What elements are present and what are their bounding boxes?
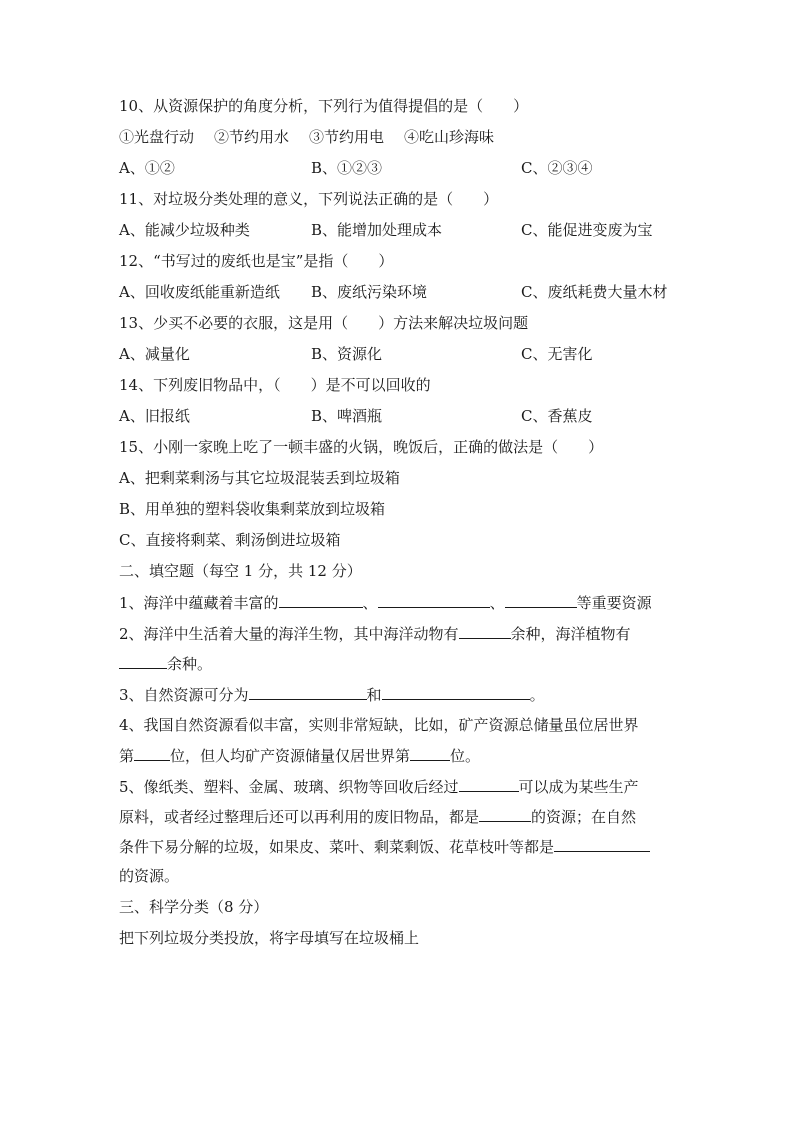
fill-5-cont-2 — [119, 836, 679, 856]
q11-option-a[interactable]: A、能减少垃圾种类 — [119, 221, 250, 239]
fill-5-text: 条件下易分解的垃圾，如果皮、菜叶、剩菜剩饭、花草枝叶等都是 — [119, 838, 555, 856]
fill-1-blank-2[interactable] — [378, 592, 490, 608]
q11-option-b[interactable]: B、能增加处理成本 — [311, 221, 443, 239]
fill-1-tail: 等重要资源 — [576, 594, 652, 612]
q13-option-b[interactable]: B、资源化 — [311, 345, 383, 363]
fill-4: 4、我国自然资源看似丰富，实则非常短缺，比如，矿产资源总储量虽位居世界 — [119, 716, 639, 734]
q15-option-a[interactable]: A、把剩菜剩汤与其它垃圾混装丢到垃圾箱 — [119, 469, 400, 487]
fill-2-text: 余种，海洋植物有 — [510, 625, 631, 643]
fill-2-blank-1[interactable] — [459, 623, 511, 639]
fill-1-sep: 、 — [489, 594, 505, 612]
q13-stem: 13、少买不必要的衣服，这是用（ ）方法来解决垃圾问题 — [119, 314, 529, 332]
q14-options — [119, 406, 679, 426]
q11-options — [119, 220, 679, 240]
fill-2-text: 2、海洋中生活着大量的海洋生物，其中海洋动物有 — [119, 625, 459, 643]
q14-option-a[interactable]: A、旧报纸 — [119, 407, 190, 425]
q10-items — [119, 127, 679, 147]
q11-stem: 11、对垃圾分类处理的意义，下列说法正确的是（ ） — [119, 190, 499, 208]
section3-title: 三、科学分类（8 分） — [119, 898, 269, 916]
q11-option-c[interactable]: C、能促进变废为宝 — [521, 221, 653, 239]
q10-options — [119, 158, 679, 178]
fill-4-cont — [119, 745, 679, 765]
fill-5 — [119, 776, 679, 796]
q13-option-c[interactable]: C、无害化 — [521, 345, 593, 363]
q15-option-c[interactable]: C、直接将剩菜、剩汤倒进垃圾箱 — [119, 531, 341, 549]
fill-4-text: 位，但人均矿产资源储量仅居世界第 — [170, 747, 411, 765]
fill-5-cont-3: 的资源。 — [119, 867, 180, 885]
fill-3-blank-1[interactable] — [249, 684, 367, 700]
q10-stem: 10、从资源保护的角度分析，下列行为值得提倡的是（ ） — [119, 97, 529, 115]
fill-3-blank-2[interactable] — [382, 684, 530, 700]
fill-4-text: 第 — [119, 747, 135, 765]
exam-page — [119, 96, 679, 959]
fill-2 — [119, 623, 679, 643]
q10-item: ②节约用水 — [214, 128, 290, 146]
fill-1 — [119, 592, 679, 612]
section2-title: 二、填空题（每空 1 分，共 12 分） — [119, 562, 362, 580]
q12-stem: 12、“书写过的废纸也是宝”是指（ ） — [119, 252, 394, 270]
fill-1-blank-1[interactable] — [279, 592, 363, 608]
fill-5-cont-1 — [119, 806, 679, 826]
q10-item: ①光盘行动 — [119, 128, 195, 146]
fill-5-blank-3[interactable] — [554, 836, 650, 852]
q10-option-a[interactable]: A、①② — [119, 159, 175, 177]
q10-option-b[interactable]: B、①②③ — [311, 159, 383, 177]
fill-3-text: 3、自然资源可分为 — [119, 686, 249, 704]
fill-4-blank-1[interactable] — [134, 745, 170, 761]
fill-5-blank-2[interactable] — [479, 806, 531, 822]
q13-options — [119, 344, 679, 364]
q14-option-b[interactable]: B、啤酒瓶 — [311, 407, 383, 425]
q14-option-c[interactable]: C、香蕉皮 — [521, 407, 593, 425]
fill-3-text: 和 — [366, 686, 382, 704]
q10-item: ③节约用电 — [309, 128, 385, 146]
q10-item: ④吃山珍海味 — [404, 128, 495, 146]
fill-3 — [119, 684, 679, 704]
fill-1-text: 1、海洋中蕴藏着丰富的 — [119, 594, 279, 612]
fill-5-text: 原料，或者经过整理后还可以再利用的废旧物品，都是 — [119, 808, 480, 826]
q14-stem: 14、下列废旧物品中，（ ）是不可以回收的 — [119, 376, 431, 394]
fill-1-sep: 、 — [362, 594, 378, 612]
fill-2-blank-2[interactable] — [119, 653, 167, 669]
fill-5-blank-1[interactable] — [459, 776, 519, 792]
q12-options — [119, 282, 679, 302]
q13-option-a[interactable]: A、减量化 — [119, 345, 190, 363]
fill-4-blank-2[interactable] — [410, 745, 450, 761]
fill-5-text: 可以成为某些生产 — [518, 778, 639, 796]
q12-option-b[interactable]: B、废纸污染环境 — [311, 283, 428, 301]
fill-4-tail: 位。 — [450, 747, 481, 765]
q15-option-b[interactable]: B、用单独的塑料袋收集剩菜放到垃圾箱 — [119, 500, 386, 518]
fill-1-blank-3[interactable] — [505, 592, 577, 608]
q10-option-c[interactable]: C、②③④ — [521, 159, 593, 177]
q12-option-c[interactable]: C、废纸耗费大量木材 — [521, 283, 668, 301]
q12-option-a[interactable]: A、回收废纸能重新造纸 — [119, 283, 280, 301]
fill-3-tail: 。 — [529, 686, 545, 704]
q15-stem: 15、小刚一家晚上吃了一顿丰盛的火锅，晚饭后，正确的做法是（ ） — [119, 438, 604, 456]
fill-5-text: 5、像纸类、塑料、金属、玻璃、织物等回收后经过 — [119, 778, 459, 796]
fill-2-cont — [119, 653, 679, 673]
fill-5-text: 的资源；在自然 — [531, 808, 637, 826]
section3-instruction: 把下列垃圾分类投放，将字母填写在垃圾桶上 — [119, 929, 420, 947]
fill-2-tail: 余种。 — [167, 655, 213, 673]
